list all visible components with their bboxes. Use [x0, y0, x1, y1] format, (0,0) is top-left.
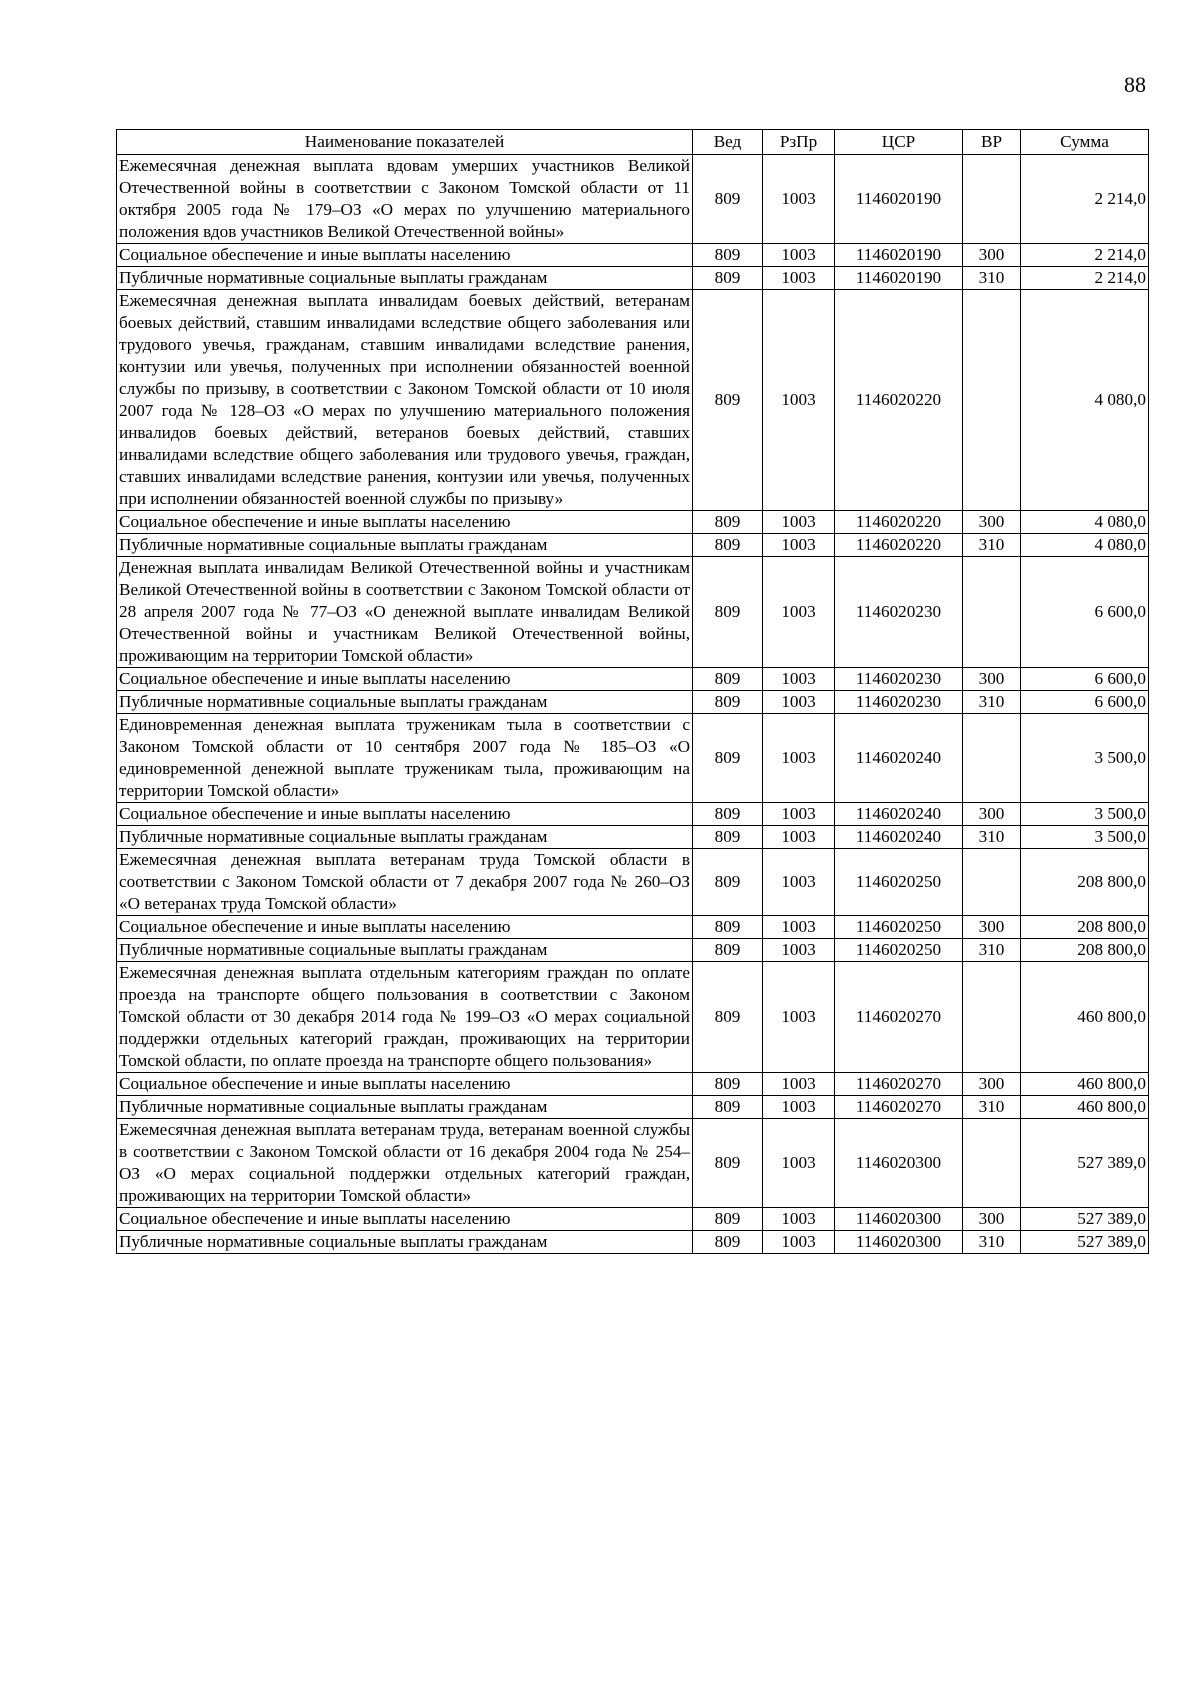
cell-ved: 809 [693, 668, 763, 691]
cell-sum: 2 214,0 [1021, 244, 1149, 267]
table-row [117, 155, 1149, 244]
cell-csr: 1146020240 [835, 714, 963, 803]
cell-rzpr: 1003 [763, 668, 835, 691]
cell-rzpr: 1003 [763, 1073, 835, 1096]
cell-sum: 2 214,0 [1021, 155, 1149, 244]
cell-rzpr: 1003 [763, 534, 835, 557]
cell-csr: 1146020220 [835, 290, 963, 511]
cell-ved: 809 [693, 1119, 763, 1208]
cell-rzpr: 1003 [763, 939, 835, 962]
cell-sum: 3 500,0 [1021, 803, 1149, 826]
cell-rzpr: 1003 [763, 1096, 835, 1119]
cell-ved: 809 [693, 1096, 763, 1119]
cell-name: Публичные нормативные социальные выплаты гражданам [117, 267, 693, 290]
cell-vr: 300 [963, 1073, 1021, 1096]
cell-vr: 300 [963, 803, 1021, 826]
table-row [117, 1096, 1149, 1119]
table-row [117, 1073, 1149, 1096]
cell-ved: 809 [693, 849, 763, 916]
header-sum: Сумма [1021, 130, 1149, 155]
table-body [117, 155, 1149, 1254]
table-row [117, 668, 1149, 691]
cell-ved: 809 [693, 290, 763, 511]
cell-ved: 809 [693, 939, 763, 962]
cell-rzpr: 1003 [763, 916, 835, 939]
cell-rzpr: 1003 [763, 691, 835, 714]
cell-vr: 310 [963, 691, 1021, 714]
cell-ved: 809 [693, 826, 763, 849]
cell-sum: 208 800,0 [1021, 916, 1149, 939]
header-vr: ВР [963, 130, 1021, 155]
cell-csr: 1146020190 [835, 267, 963, 290]
cell-ved: 809 [693, 691, 763, 714]
cell-sum: 4 080,0 [1021, 534, 1149, 557]
cell-sum: 460 800,0 [1021, 1096, 1149, 1119]
cell-sum: 6 600,0 [1021, 691, 1149, 714]
cell-name: Ежемесячная денежная выплата вдовам умерших участников Великой Отечественной войны в соответствии с Законом Томской области от 11 октября 2005 года № 179–ОЗ «О мерах по улучшению материального положения вдов участников Великой Отечественной войны» [117, 155, 693, 244]
cell-csr: 1146020300 [835, 1119, 963, 1208]
cell-rzpr: 1003 [763, 849, 835, 916]
cell-name: Публичные нормативные социальные выплаты гражданам [117, 826, 693, 849]
cell-ved: 809 [693, 267, 763, 290]
cell-name: Социальное обеспечение и иные выплаты населению [117, 803, 693, 826]
cell-name: Денежная выплата инвалидам Великой Отечественной войны и участникам Великой Отечественной войны в соответствии с Законом Томской области от 28 апреля 2007 года № 77–ОЗ «О денежной выплате инвалидам Великой Отечественной войны и участникам Великой Отечественной войны, проживающим на территории Томской области» [117, 557, 693, 668]
cell-name: Социальное обеспечение и иные выплаты населению [117, 1208, 693, 1231]
header-name: Наименование показателей [117, 130, 693, 155]
cell-ved: 809 [693, 511, 763, 534]
cell-ved: 809 [693, 1231, 763, 1254]
cell-csr: 1146020190 [835, 155, 963, 244]
cell-csr: 1146020220 [835, 511, 963, 534]
cell-sum: 3 500,0 [1021, 714, 1149, 803]
header-rzpr: РзПр [763, 130, 835, 155]
table-row [117, 534, 1149, 557]
cell-ved: 809 [693, 244, 763, 267]
cell-rzpr: 1003 [763, 290, 835, 511]
cell-vr [963, 962, 1021, 1073]
cell-name: Социальное обеспечение и иные выплаты населению [117, 511, 693, 534]
cell-sum: 460 800,0 [1021, 962, 1149, 1073]
cell-csr: 1146020240 [835, 826, 963, 849]
cell-vr: 310 [963, 1231, 1021, 1254]
cell-sum: 3 500,0 [1021, 826, 1149, 849]
cell-name: Социальное обеспечение и иные выплаты населению [117, 668, 693, 691]
table-header-row [117, 130, 1149, 155]
cell-sum: 208 800,0 [1021, 939, 1149, 962]
cell-sum: 527 389,0 [1021, 1119, 1149, 1208]
cell-csr: 1146020250 [835, 939, 963, 962]
cell-name: Ежемесячная денежная выплата ветеранам труда Томской области в соответствии с Законом Томской области от 7 декабря 2007 года № 260–ОЗ «О ветеранах труда Томской области» [117, 849, 693, 916]
table-row [117, 826, 1149, 849]
cell-rzpr: 1003 [763, 826, 835, 849]
cell-name: Публичные нормативные социальные выплаты гражданам [117, 691, 693, 714]
cell-vr: 300 [963, 916, 1021, 939]
cell-csr: 1146020300 [835, 1208, 963, 1231]
cell-name: Социальное обеспечение и иные выплаты населению [117, 916, 693, 939]
cell-csr: 1146020190 [835, 244, 963, 267]
cell-sum: 6 600,0 [1021, 557, 1149, 668]
table-row [117, 267, 1149, 290]
cell-rzpr: 1003 [763, 1231, 835, 1254]
cell-rzpr: 1003 [763, 155, 835, 244]
cell-ved: 809 [693, 557, 763, 668]
cell-vr: 300 [963, 1208, 1021, 1231]
cell-vr [963, 849, 1021, 916]
budget-table [116, 129, 1149, 1254]
table-row [117, 939, 1149, 962]
cell-ved: 809 [693, 916, 763, 939]
cell-vr [963, 714, 1021, 803]
table-row [117, 691, 1149, 714]
cell-csr: 1146020250 [835, 916, 963, 939]
table-row [117, 803, 1149, 826]
cell-sum: 460 800,0 [1021, 1073, 1149, 1096]
cell-name: Единовременная денежная выплата труженикам тыла в соответствии с Законом Томской области от 10 сентября 2007 года № 185–ОЗ «О единовременной денежной выплате труженикам тыла, проживающим на территории Томской области» [117, 714, 693, 803]
cell-name: Публичные нормативные социальные выплаты гражданам [117, 939, 693, 962]
table-row [117, 1119, 1149, 1208]
cell-vr [963, 290, 1021, 511]
cell-rzpr: 1003 [763, 1119, 835, 1208]
cell-csr: 1146020220 [835, 534, 963, 557]
cell-ved: 809 [693, 155, 763, 244]
table-row [117, 962, 1149, 1073]
cell-ved: 809 [693, 803, 763, 826]
cell-rzpr: 1003 [763, 803, 835, 826]
table-row [117, 511, 1149, 534]
table-row [117, 244, 1149, 267]
cell-vr: 310 [963, 939, 1021, 962]
cell-rzpr: 1003 [763, 1208, 835, 1231]
cell-rzpr: 1003 [763, 962, 835, 1073]
cell-sum: 527 389,0 [1021, 1208, 1149, 1231]
cell-sum: 6 600,0 [1021, 668, 1149, 691]
cell-ved: 809 [693, 1208, 763, 1231]
table-row [117, 714, 1149, 803]
table-row [117, 916, 1149, 939]
cell-rzpr: 1003 [763, 511, 835, 534]
cell-ved: 809 [693, 1073, 763, 1096]
table-row [117, 1231, 1149, 1254]
cell-csr: 1146020270 [835, 962, 963, 1073]
cell-csr: 1146020250 [835, 849, 963, 916]
cell-csr: 1146020300 [835, 1231, 963, 1254]
cell-vr: 300 [963, 511, 1021, 534]
cell-ved: 809 [693, 962, 763, 1073]
cell-csr: 1146020270 [835, 1096, 963, 1119]
cell-csr: 1146020230 [835, 668, 963, 691]
cell-csr: 1146020270 [835, 1073, 963, 1096]
cell-vr [963, 155, 1021, 244]
table-row [117, 1208, 1149, 1231]
cell-name: Публичные нормативные социальные выплаты гражданам [117, 1231, 693, 1254]
cell-vr: 300 [963, 244, 1021, 267]
cell-sum: 4 080,0 [1021, 290, 1149, 511]
cell-rzpr: 1003 [763, 244, 835, 267]
cell-vr: 310 [963, 826, 1021, 849]
cell-name: Ежемесячная денежная выплата отдельным категориям граждан по оплате проезда на транспорте общего пользования в соответствии с Законом Томской области от 30 декабря 2014 года № 199–ОЗ «О мерах социальной поддержки отдельных категорий граждан, проживающих на территории Томской области, по оплате проезда на транспорте общего пользования» [117, 962, 693, 1073]
cell-name: Социальное обеспечение и иные выплаты населению [117, 244, 693, 267]
page-number: 88 [1124, 72, 1146, 97]
table-row [117, 557, 1149, 668]
cell-vr [963, 557, 1021, 668]
cell-csr: 1146020230 [835, 557, 963, 668]
cell-vr: 310 [963, 534, 1021, 557]
header-csr: ЦСР [835, 130, 963, 155]
header-ved: Вед [693, 130, 763, 155]
cell-csr: 1146020240 [835, 803, 963, 826]
cell-vr [963, 1119, 1021, 1208]
cell-ved: 809 [693, 714, 763, 803]
cell-name: Ежемесячная денежная выплата инвалидам боевых действий, ветеранам боевых действий, ставшим инвалидами вследствие общего заболевания или трудового увечья, гражданам, ставшим инвалидами вследствие ранения, контузии или увечья, полученных при исполнении обязанностей военной службы по призыву, в соответствии с Законом Томской области от 10 июля 2007 года № 128–ОЗ «О мерах по улучшению материального положения инвалидов боевых действий, ветеранов боевых действий, ставших инвалидами вследствие общего заболевания или трудового увечья, граждан, ставших инвалидами вследствие ранения, контузии или увечья, полученных при исполнении обязанностей военной службы по призыву» [117, 290, 693, 511]
table-row [117, 849, 1149, 916]
cell-sum: 2 214,0 [1021, 267, 1149, 290]
cell-ved: 809 [693, 534, 763, 557]
cell-rzpr: 1003 [763, 714, 835, 803]
cell-vr: 310 [963, 267, 1021, 290]
table-row [117, 290, 1149, 511]
cell-rzpr: 1003 [763, 267, 835, 290]
cell-sum: 4 080,0 [1021, 511, 1149, 534]
cell-name: Социальное обеспечение и иные выплаты населению [117, 1073, 693, 1096]
cell-name: Публичные нормативные социальные выплаты гражданам [117, 534, 693, 557]
cell-sum: 527 389,0 [1021, 1231, 1149, 1254]
cell-sum: 208 800,0 [1021, 849, 1149, 916]
cell-vr: 310 [963, 1096, 1021, 1119]
cell-vr: 300 [963, 668, 1021, 691]
cell-name: Ежемесячная денежная выплата ветеранам труда, ветеранам военной службы в соответствии с Законом Томской области от 16 декабря 2004 года № 254–ОЗ «О мерах социальной поддержки отдельных категорий граждан, проживающих на территории Томской области» [117, 1119, 693, 1208]
cell-csr: 1146020230 [835, 691, 963, 714]
cell-rzpr: 1003 [763, 557, 835, 668]
cell-name: Публичные нормативные социальные выплаты гражданам [117, 1096, 693, 1119]
